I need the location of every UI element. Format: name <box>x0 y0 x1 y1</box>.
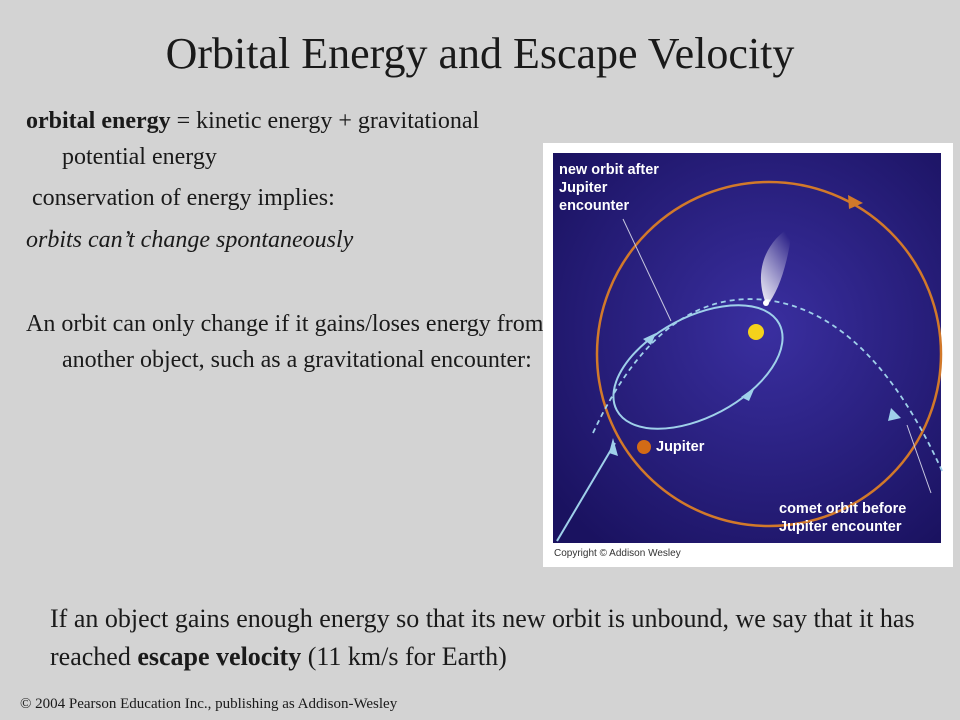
escape-velocity-part1: If an object gains enough energy so that its new orbit is unbound, we say that it has reached <box>50 604 915 671</box>
label-comet-orbit-line1: comet orbit before <box>779 501 907 517</box>
orbital-energy-definition <box>26 103 562 175</box>
label-comet-orbit-line2: Jupiter encounter <box>779 519 902 535</box>
sun-icon <box>748 324 764 340</box>
escape-velocity-statement <box>50 600 930 676</box>
label-new-orbit-line3: encounter <box>559 198 630 214</box>
label-new-orbit-line1: new orbit after <box>559 162 659 178</box>
footer-copyright: © 2004 Pearson Education Inc., publishing as Addison-Wesley <box>20 696 398 712</box>
page-title: Orbital Energy and Escape Velocity <box>165 29 795 78</box>
conservation-statement: conservation of energy implies: <box>32 185 335 211</box>
orbit-change-explanation: An orbit can only change if it gains/loses energy from another object, such as a gravitational encounter: <box>26 311 544 373</box>
figure-copyright: Copyright © Addison Wesley <box>554 548 681 559</box>
orbit-diagram <box>543 143 953 567</box>
orbital-energy-term: orbital energy <box>26 108 171 134</box>
comet-nucleus <box>763 300 769 306</box>
orbits-cant-change-statement: orbits can’t change spontaneously <box>26 227 354 253</box>
escape-velocity-term: escape velocity <box>137 642 302 671</box>
label-new-orbit-line2: Jupiter <box>559 180 608 196</box>
orbital-energy-formula: = kinetic energy + gravitational potential energy <box>62 108 480 170</box>
orbit-diagram-svg <box>543 143 953 567</box>
jupiter-planet-icon <box>637 440 651 454</box>
label-jupiter: Jupiter <box>656 439 705 455</box>
escape-velocity-part2: (11 km/s for Earth) <box>301 642 507 671</box>
